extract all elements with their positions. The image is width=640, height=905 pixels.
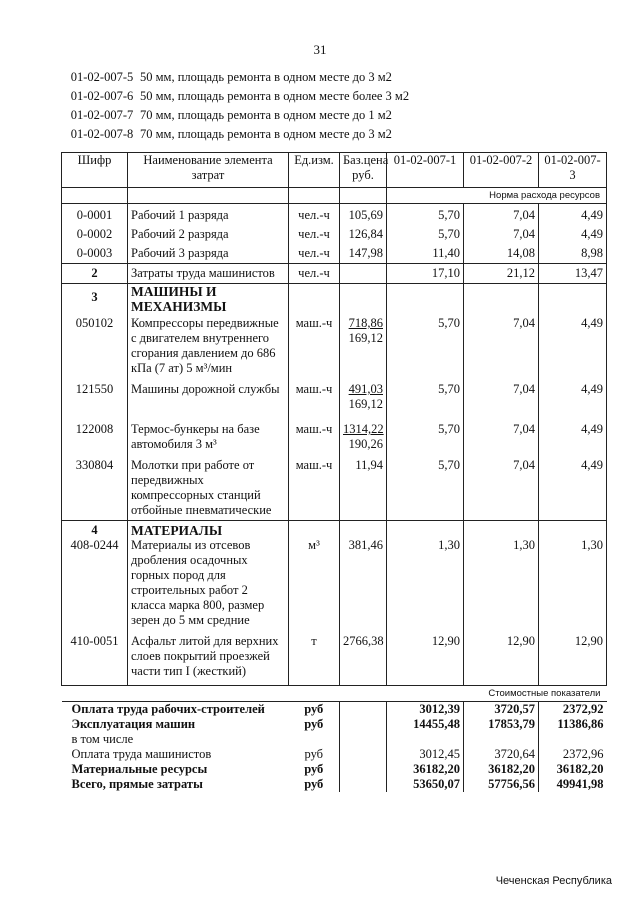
- code-line: [64, 68, 409, 87]
- totals-row: [62, 747, 607, 762]
- row-price: 491,03: [348, 382, 383, 396]
- row-unit: чел.-ч: [289, 242, 340, 264]
- header-price: Баз.цена руб.: [340, 153, 387, 188]
- row-price2: 169,12: [348, 397, 383, 411]
- row-code: 0-0002: [62, 223, 128, 242]
- section-title: МАТЕРИАЛЫ: [128, 521, 289, 539]
- cost-label: Стоимостные показатели: [387, 686, 607, 702]
- table-row: [62, 380, 607, 420]
- header-name: Наименование элемента затрат: [128, 153, 289, 188]
- row-v3: 4,49: [539, 456, 607, 521]
- row-name: Рабочий 2 разряда: [128, 223, 289, 242]
- region-footer: Чеченская Республика: [495, 875, 612, 887]
- row-v1: 5,70: [387, 420, 464, 456]
- code-text: 50 мм, площадь ремонта в одном месте более 3 м2: [140, 89, 410, 103]
- row-v3: 12,90: [539, 634, 607, 686]
- row-unit: чел.-ч: [289, 204, 340, 224]
- header-shifr: Шифр: [62, 153, 128, 188]
- total-label: Оплата труда машинистов: [71, 747, 212, 761]
- row-price: 2766,38: [340, 634, 387, 686]
- total-v3: 2372,92: [539, 702, 607, 718]
- total-v3: 11386,86: [539, 717, 607, 732]
- row-v2: 7,04: [464, 420, 539, 456]
- row-name: Молотки при работе от передвижных компрессорных станций отбойные пневматические: [128, 456, 289, 521]
- row-name: Рабочий 3 разряда: [128, 242, 289, 264]
- row-code: 410-0051: [62, 634, 128, 686]
- total-v3: 36182,20: [539, 762, 607, 777]
- header-col1: 01-02-007-1: [387, 153, 464, 188]
- row-v2: 7,04: [464, 204, 539, 224]
- row-code: 122008: [62, 420, 128, 456]
- row-v2: 7,04: [464, 314, 539, 380]
- total-v2: 3720,57: [464, 702, 539, 718]
- table-row-machinists: [62, 264, 607, 284]
- header-col3: 01-02-007-3: [539, 153, 607, 188]
- row-price: 126,84: [340, 223, 387, 242]
- total-unit: руб: [304, 762, 324, 776]
- row-v2: 7,04: [464, 380, 539, 420]
- row-price: 147,98: [340, 242, 387, 264]
- row-unit: чел.-ч: [289, 264, 340, 284]
- total-label: Оплата труда рабочих-строителей: [71, 702, 265, 716]
- row-v2: 14,08: [464, 242, 539, 264]
- total-unit: руб: [304, 777, 324, 791]
- total-v2: 17853,79: [464, 717, 539, 732]
- row-v3: 1,30: [539, 538, 607, 634]
- row-unit: маш.-ч: [289, 380, 340, 420]
- row-v3: 4,49: [539, 223, 607, 242]
- row-price2: 190,26: [348, 437, 383, 451]
- code-line: [64, 125, 409, 144]
- totals-row: [62, 717, 607, 732]
- norm-header: [62, 188, 607, 204]
- code-line: [64, 106, 409, 125]
- code: 01-02-007-8: [70, 127, 134, 141]
- row-v3: 13,47: [539, 264, 607, 284]
- row-unit: маш.-ч: [289, 420, 340, 456]
- total-v1: 14455,48: [387, 717, 464, 732]
- code-list: [64, 68, 409, 144]
- row-price: [340, 264, 387, 284]
- row-name: Затраты труда машинистов: [128, 264, 289, 284]
- row-unit: т: [289, 634, 340, 686]
- row-v3: 4,49: [539, 420, 607, 456]
- table-row: [62, 314, 607, 380]
- row-v1: 5,70: [387, 380, 464, 420]
- row-name: Термос-бункеры на базе автомобиля 3 м³: [128, 420, 289, 456]
- row-v3: 4,49: [539, 380, 607, 420]
- table-row: [62, 538, 607, 634]
- row-v2: 7,04: [464, 456, 539, 521]
- row-code: 0-0001: [62, 204, 128, 224]
- row-v1: 5,70: [387, 223, 464, 242]
- row-code: 121550: [62, 380, 128, 420]
- row-code: 0-0003: [62, 242, 128, 264]
- total-unit: руб: [304, 747, 324, 761]
- row-v3: 4,49: [539, 204, 607, 224]
- table-header: [62, 153, 607, 188]
- row-name: Асфальт литой для верхних слоев покрытий проезжей части тип I (жесткий): [128, 634, 289, 686]
- total-label: Всего, прямые затраты: [71, 777, 203, 791]
- table-row: [62, 242, 607, 264]
- table-row: [62, 204, 607, 224]
- row-name: Машины дорожной службы: [128, 380, 289, 420]
- norm-label: Норма расхода ресурсов: [387, 188, 607, 204]
- totals-row: [62, 702, 607, 718]
- row-v2: 1,30: [464, 538, 539, 634]
- row-v1: 12,90: [387, 634, 464, 686]
- row-code: 408-0244: [62, 538, 128, 634]
- total-v1: 3012,45: [387, 747, 464, 762]
- section-materials: [62, 521, 607, 539]
- row-unit: маш.-ч: [289, 456, 340, 521]
- row-v3: 4,49: [539, 314, 607, 380]
- total-label: Материальные ресурсы: [71, 762, 208, 776]
- row-name: Рабочий 1 разряда: [128, 204, 289, 224]
- section-title: МАШИНЫ И МЕХАНИЗМЫ: [128, 284, 289, 315]
- header-col2: 01-02-007-2: [464, 153, 539, 188]
- total-v1: 3012,39: [387, 702, 464, 718]
- row-price: 1314,22: [343, 422, 384, 436]
- resource-table: [61, 152, 607, 792]
- row-price: 381,46: [340, 538, 387, 634]
- row-v1: 5,70: [387, 204, 464, 224]
- code: 01-02-007-5: [70, 70, 134, 84]
- totals-row: [62, 732, 607, 747]
- row-price: 105,69: [340, 204, 387, 224]
- table-row: [62, 223, 607, 242]
- totals-row: [62, 777, 607, 792]
- row-v2: 12,90: [464, 634, 539, 686]
- page-number: 31: [313, 42, 327, 57]
- total-v1: 53650,07: [387, 777, 464, 792]
- row-code: 050102: [62, 314, 128, 380]
- code-text: 70 мм, площадь ремонта в одном месте до 1 м2: [140, 108, 392, 122]
- total-v2: 36182,20: [464, 762, 539, 777]
- row-price2: 169,12: [348, 331, 383, 345]
- row-unit: чел.-ч: [289, 223, 340, 242]
- row-v1: 5,70: [387, 456, 464, 521]
- totals-row: [62, 762, 607, 777]
- row-v3: 8,98: [539, 242, 607, 264]
- code-line: [64, 87, 409, 106]
- row-price: 718,86: [348, 316, 383, 330]
- row-price: 11,94: [340, 456, 387, 521]
- section-num: 3: [62, 284, 128, 315]
- table-row: [62, 420, 607, 456]
- row-v2: 21,12: [464, 264, 539, 284]
- row-v1: 5,70: [387, 314, 464, 380]
- header-unit: Ед.изм.: [289, 153, 340, 188]
- total-v2: 57756,56: [464, 777, 539, 792]
- table-row: [62, 634, 607, 686]
- total-unit: руб: [304, 717, 324, 731]
- row-v2: 7,04: [464, 223, 539, 242]
- row-v1: 17,10: [387, 264, 464, 284]
- code-text: 70 мм, площадь ремонта в одном месте до 3 м2: [140, 127, 392, 141]
- table-row: [62, 456, 607, 521]
- row-name: Компрессоры передвижные с двигателем внутреннего сгорания давлением до 686 кПа (7 ат) 5 м³/мин: [128, 314, 289, 380]
- row-unit: м³: [289, 538, 340, 634]
- code: 01-02-007-6: [70, 89, 134, 103]
- section-num: 4: [62, 521, 128, 539]
- total-v3: 2372,96: [539, 747, 607, 762]
- total-label: Эксплуатация машин: [71, 717, 196, 731]
- total-v1: 36182,20: [387, 762, 464, 777]
- total-unit: руб: [304, 702, 324, 716]
- total-v3: 49941,98: [539, 777, 607, 792]
- row-code: 330804: [62, 456, 128, 521]
- row-unit: маш.-ч: [289, 314, 340, 380]
- cost-header: [62, 686, 607, 702]
- row-v1: 11,40: [387, 242, 464, 264]
- total-label: в том числе: [71, 732, 134, 746]
- code: 01-02-007-7: [70, 108, 134, 122]
- row-v1: 1,30: [387, 538, 464, 634]
- row-code: 2: [62, 264, 128, 284]
- total-v2: 3720,64: [464, 747, 539, 762]
- code-text: 50 мм, площадь ремонта в одном месте до 3 м2: [140, 70, 392, 84]
- row-name: Материалы из отсевов дробления осадочных горных пород для строительных работ 2 класса марка 800, размер зерен до 5 мм средние: [128, 538, 289, 634]
- section-machines: [62, 284, 607, 315]
